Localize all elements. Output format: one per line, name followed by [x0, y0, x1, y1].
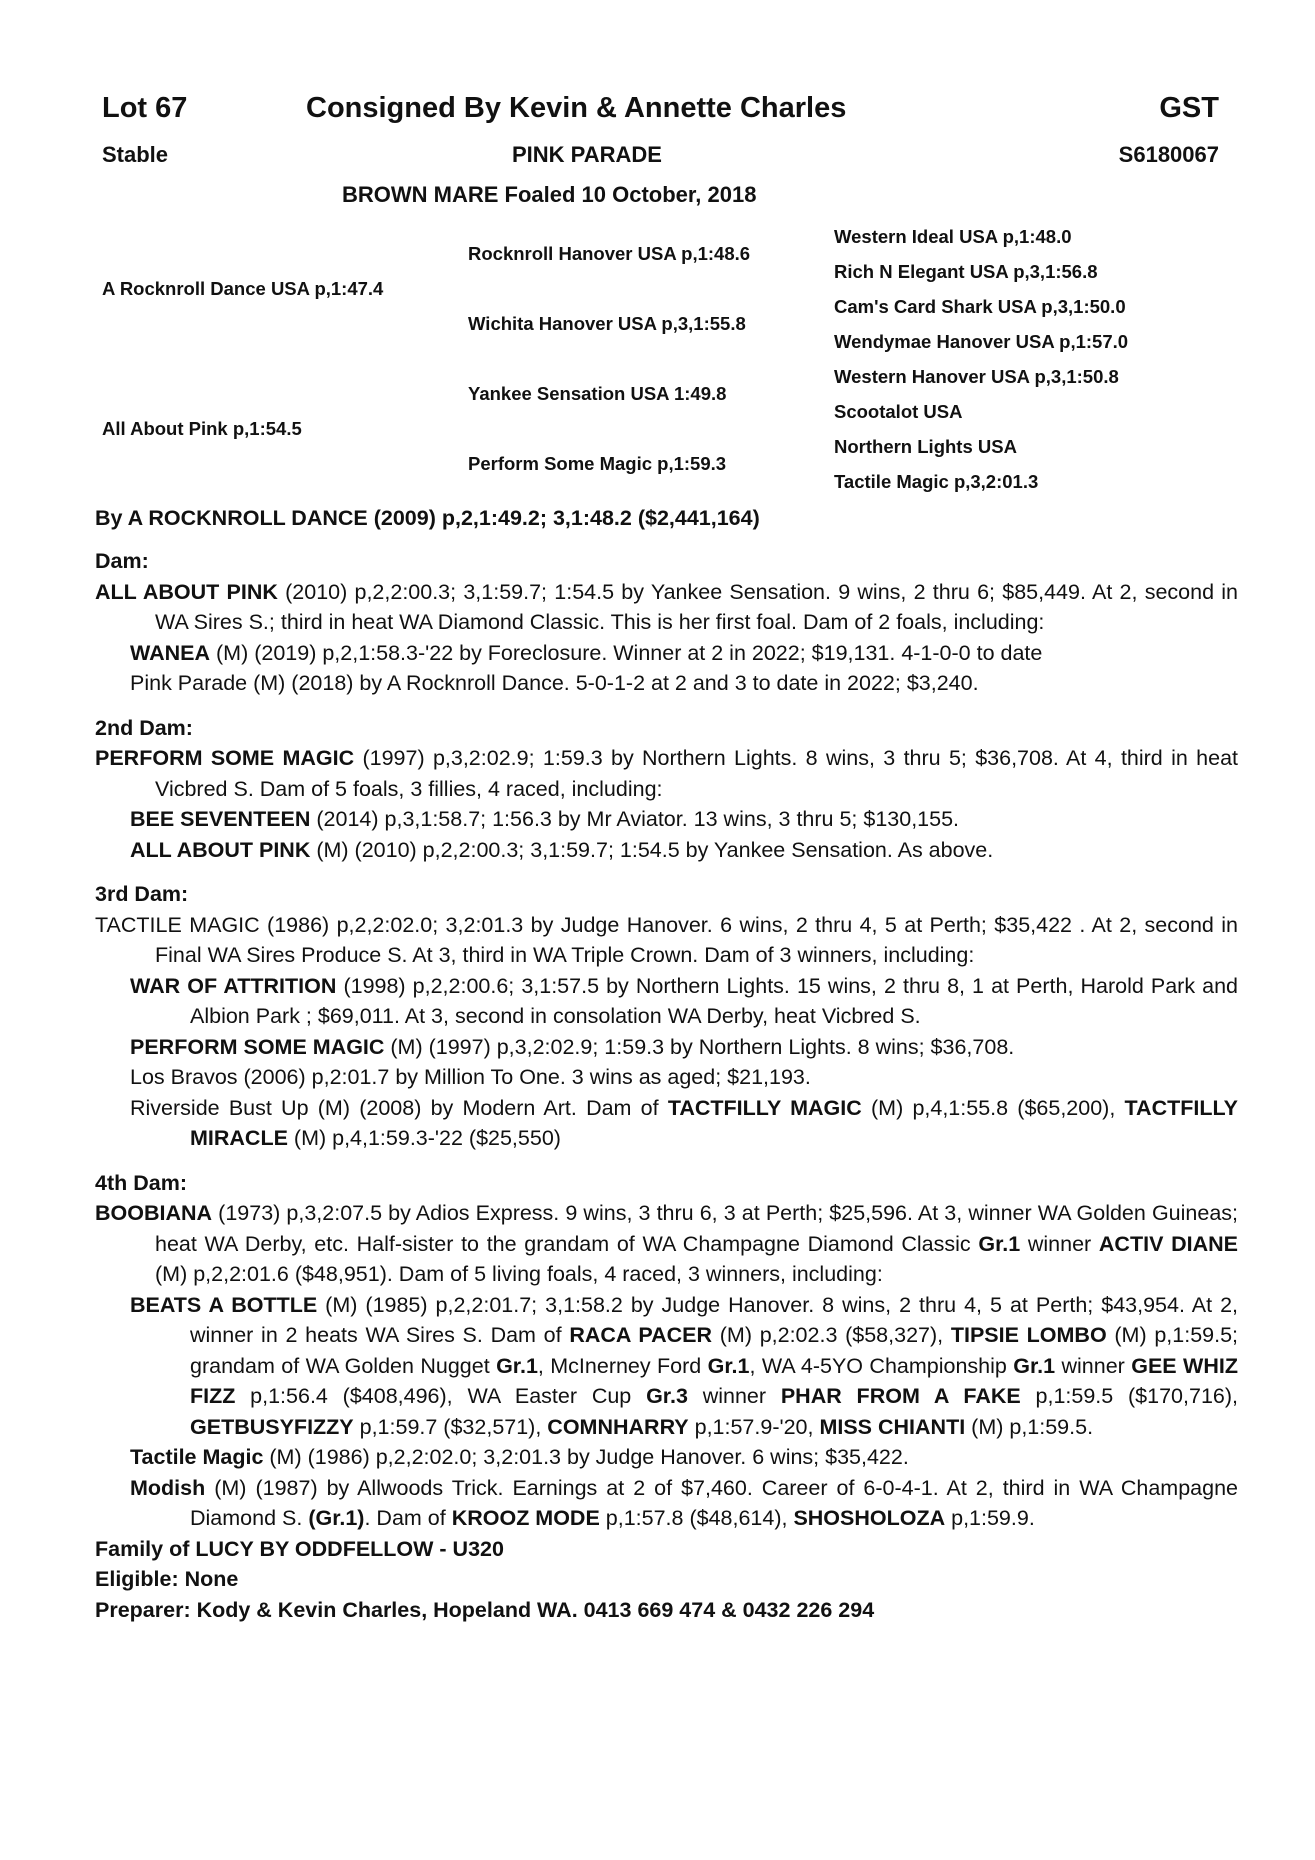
pedigree-g2: Rich N Elegant USA p,3,1:56.8: [834, 261, 1098, 282]
dam3-foal: Riverside Bust Up (M) (2008) by Modern Art. Dam of TACTFILLY MAGIC (M) p,4,1:55.8 ($65,200), TACTFILLY MIRACLE (M) p,4,1:59.3-'22 ($25,550): [130, 1095, 1238, 1150]
dam2-foal: BEE SEVENTEEN (2014) p,3,1:58.7; 1:56.3 by Mr Aviator. 13 wins, 3 thru 5; $130,155.: [130, 807, 960, 831]
dam4-foal: Tactile Magic (M) (1986) p,2,2:02.0; 3,2:01.3 by Judge Hanover. 6 wins; $35,422.: [130, 1445, 909, 1469]
dam-heading: Dam:: [95, 549, 149, 573]
dam4-foal: Modish (M) (1987) by Allwoods Trick. Earnings at 2 of $7,460. Career of 6-0-4-1. At 2, third in WA Champagne Diamond S. (Gr.1). Dam of KROOZ MODE p,1:57.8 ($48,614), SHOSHOLOZA p,1:59.9.: [130, 1475, 1238, 1530]
dam4-foal: BEATS A BOTTLE (M) (1985) p,2,2:01.7; 3,1:58.2 by Judge Hanover. 8 wins, 2 thru 4, 5 at Perth; $43,954. At 2, winner in 2 heats WA Sires S. Dam of RACA PACER (M) p,2:02.3 ($58,327), TIPSIE LOMBO (M) p,1:59.5; grandam of WA Golden Nugget Gr.1, McInerney Ford Gr.1, WA 4-5YO Championship Gr.1 winner GEE WHIZ FIZZ p,1:56.4 ($408,496), WA Easter Cup Gr.3 winner PHAR FROM A FAKE p,1:59.5 ($170,716), GETBUSYFIZZY p,1:59.7 ($32,571), COMNHARRY p,1:57.9-'20, MISS CHIANTI (M) p,1:59.5.: [130, 1292, 1239, 1439]
pedigree-g6: Scootalot USA: [834, 401, 963, 422]
horse-description: BROWN MARE Foaled 10 October, 2018: [342, 182, 757, 207]
dam2-paragraph: PERFORM SOME MAGIC (1997) p,3,2:02.9; 1:59.3 by Northern Lights. 8 wins, 3 thru 5; $36,708. At 4, third in heat Vicbred S. Dam of 5 foals, 3 fillies, 4 raced, including:: [95, 746, 1239, 801]
lot-code: S6180067: [1118, 142, 1219, 167]
consignor: Consigned By Kevin & Annette Charles: [306, 92, 847, 124]
horse-name: PINK PARADE: [512, 142, 662, 167]
pedigree-g8: Tactile Magic p,3,2:01.3: [834, 471, 1039, 492]
family-line: Family of LUCY BY ODDFELLOW - U320: [95, 1536, 504, 1561]
pedigree-dam-sire: Yankee Sensation USA 1:49.8: [468, 383, 727, 404]
pedigree-g4: Wendymae Hanover USA p,1:57.0: [834, 331, 1129, 352]
catalogue-body: [95, 546, 1238, 1625]
dam4-paragraph: BOOBIANA (1973) p,3,2:07.5 by Adios Express. 9 wins, 3 thru 6, 3 at Perth; $25,596. At 3, winner WA Golden Guineas; heat WA Derby, etc. Half-sister to the grandam of WA Champagne Diamond Classic Gr.1 winner ACTIV DIANE (M) p,2,2:01.6 ($48,951). Dam of 5 living foals, 4 raced, 3 winners, including:: [95, 1201, 1238, 1286]
dam-paragraph: ALL ABOUT PINK (2010) p,2,2:00.3; 3,1:59.7; 1:54.5 by Yankee Sensation. 9 wins, 2 thru 6; $85,449. At 2, second in WA Sires S.; third in heat WA Diamond Classic. This is her first foal. Dam of 2 foals, including:: [95, 579, 1239, 634]
pedigree-g7: Northern Lights USA: [834, 436, 1017, 457]
sire-line: By A ROCKNROLL DANCE (2009) p,2,1:49.2; 3,1:48.2 ($2,441,164): [95, 506, 760, 530]
gst-label: GST: [1159, 92, 1219, 124]
dam2-heading: 2nd Dam:: [95, 715, 193, 740]
dam-foal: Pink Parade (M) (2018) by A Rocknroll Dance. 5-0-1-2 at 2 and 3 to date in 2022; $3,240.: [130, 671, 979, 695]
pedigree-sire: A Rocknroll Dance USA p,1:47.4: [102, 278, 384, 299]
preparer-line: Preparer: Kody & Kevin Charles, Hopeland WA. 0413 669 474 & 0432 226 294: [95, 1597, 875, 1622]
location: Stable: [102, 142, 169, 167]
lot-number: Lot 67: [102, 92, 188, 124]
dam-foal: WANEA (M) (2019) p,2,1:58.3-'22 by Foreclosure. Winner at 2 in 2022; $19,131. 4-1-0-0 to date: [130, 640, 1043, 665]
dam3-foal: Los Bravos (2006) p,2:01.7 by Million To One. 3 wins as aged; $21,193.: [130, 1065, 811, 1089]
eligible-line: Eligible: None: [95, 1567, 239, 1591]
dam3-heading: 3rd Dam:: [95, 882, 189, 906]
pedigree-g3: Cam's Card Shark USA p,3,1:50.0: [834, 296, 1126, 317]
dam3-foal: WAR OF ATTRITION (1998) p,2,2:00.6; 3,1:57.5 by Northern Lights. 15 wins, 2 thru 8, 1 at Perth, Harold Park and Albion Park ; $69,011. At 3, second in consolation WA Derby, heat Vicbred S.: [130, 973, 1238, 1028]
dam4-heading: 4th Dam:: [95, 1170, 187, 1195]
pedigree-dam: All About Pink p,1:54.5: [102, 418, 302, 439]
pedigree-dam-dam: Perform Some Magic p,1:59.3: [468, 453, 727, 474]
dam2-foal: ALL ABOUT PINK (M) (2010) p,2,2:00.3; 3,1:59.7; 1:54.5 by Yankee Sensation. As above.: [130, 837, 994, 862]
dam3-foal: PERFORM SOME MAGIC (M) (1997) p,3,2:02.9; 1:59.3 by Northern Lights. 8 wins; $36,708.: [130, 1034, 1015, 1059]
pedigree-sire-sire: Rocknroll Hanover USA p,1:48.6: [468, 243, 751, 264]
pedigree-g5: Western Hanover USA p,3,1:50.8: [834, 366, 1119, 387]
pedigree-g1: Western Ideal USA p,1:48.0: [834, 226, 1072, 247]
dam3-paragraph: TACTILE MAGIC (1986) p,2,2:02.0; 3,2:01.3 by Judge Hanover. 6 wins, 2 thru 4, 5 at Perth; $35,422 . At 2, second in Final WA Sires Produce S. At 3, third in WA Triple Crown. Dam of 3 winners, including:: [95, 912, 1238, 967]
pedigree-sire-dam: Wichita Hanover USA p,3,1:55.8: [468, 313, 746, 334]
dam-name: ALL ABOUT PINK: [95, 579, 278, 604]
